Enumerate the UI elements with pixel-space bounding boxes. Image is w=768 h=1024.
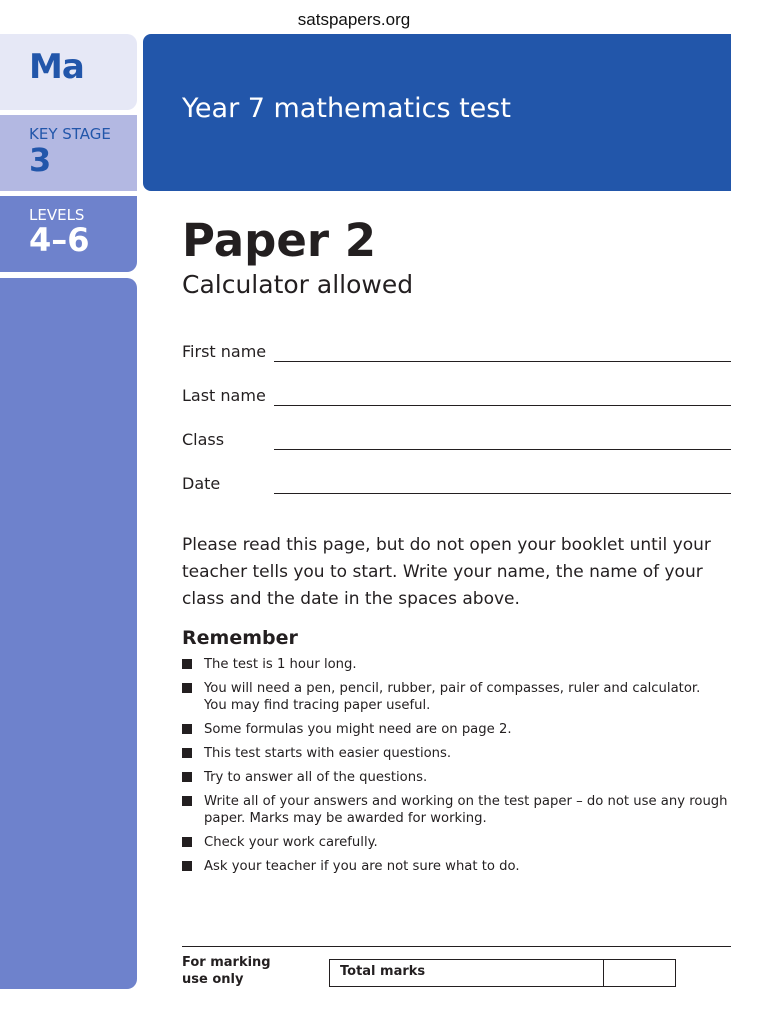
banner-title: Year 7 mathematics test — [182, 93, 511, 124]
first-name-field[interactable] — [182, 342, 731, 366]
list-item — [182, 745, 734, 762]
marking-note-line1: For marking — [182, 955, 271, 970]
first-name-label: First name — [182, 342, 267, 361]
site-watermark: satspapers.org — [297, 10, 411, 29]
key-stage-tab — [0, 115, 137, 191]
levels-label: LEVELS — [29, 206, 85, 224]
subject-tab — [0, 34, 137, 110]
list-item — [182, 680, 734, 714]
list-item — [182, 721, 734, 738]
bullet-square-icon — [182, 796, 192, 806]
list-item — [182, 656, 734, 673]
bullet-square-icon — [182, 837, 192, 847]
last-name-field[interactable] — [182, 386, 731, 410]
intro-paragraph: Please read this page, but do not open your booklet until your teacher tells you to start. Write your name, the name of your class and the date in the spaces above. — [182, 535, 711, 609]
sidebar-strip — [0, 278, 137, 989]
remember-heading: Remember — [182, 627, 298, 649]
list-item — [182, 793, 734, 827]
list-item — [182, 834, 734, 851]
list-item-text: The test is 1 hour long. — [204, 657, 357, 672]
bullet-square-icon — [182, 724, 192, 734]
paper-subtitle: Calculator allowed — [182, 270, 414, 299]
list-item-text: This test starts with easier questions. — [204, 746, 452, 761]
subject-code: Ma — [29, 47, 84, 87]
total-marks-box — [329, 959, 676, 987]
list-item-text: Check your work carefully. — [204, 835, 378, 850]
footer-divider — [182, 946, 731, 947]
list-item-text: Try to answer all of the questions. — [204, 770, 428, 785]
first-name-line[interactable] — [274, 361, 731, 362]
list-item-text: Write all of your answers and working on the test paper – do not use any rough paper. Marks may be awarded for working. — [204, 794, 728, 826]
marking-note-line2: use only — [182, 972, 244, 987]
last-name-label: Last name — [182, 386, 266, 405]
list-item-text: Some formulas you might need are on page 2. — [204, 722, 512, 737]
class-label: Class — [182, 430, 225, 449]
key-stage-label: KEY STAGE — [29, 125, 111, 143]
list-item — [182, 769, 734, 786]
levels-tab — [0, 196, 137, 272]
marking-note — [182, 954, 302, 988]
bullet-square-icon — [182, 659, 192, 669]
last-name-line[interactable] — [274, 405, 731, 406]
date-field[interactable] — [182, 474, 731, 498]
list-item-text: You will need a pen, pencil, rubber, pair of compasses, ruler and calculator. You may find tracing paper useful. — [204, 681, 701, 713]
levels-value: 4–6 — [29, 221, 90, 259]
bullet-square-icon — [182, 683, 192, 693]
class-field[interactable] — [182, 430, 731, 454]
class-line[interactable] — [274, 449, 731, 450]
date-label: Date — [182, 474, 221, 493]
bullet-square-icon — [182, 772, 192, 782]
total-marks-cell[interactable] — [603, 960, 676, 986]
total-marks-label: Total marks — [340, 964, 426, 979]
list-item — [182, 858, 734, 875]
bullet-square-icon — [182, 748, 192, 758]
key-stage-value: 3 — [29, 141, 52, 179]
date-line[interactable] — [274, 493, 731, 494]
title-banner — [143, 34, 731, 191]
paper-title: Paper 2 — [182, 214, 377, 267]
list-item-text: Ask your teacher if you are not sure what to do. — [204, 859, 520, 874]
bullet-square-icon — [182, 861, 192, 871]
remember-list — [182, 656, 734, 882]
